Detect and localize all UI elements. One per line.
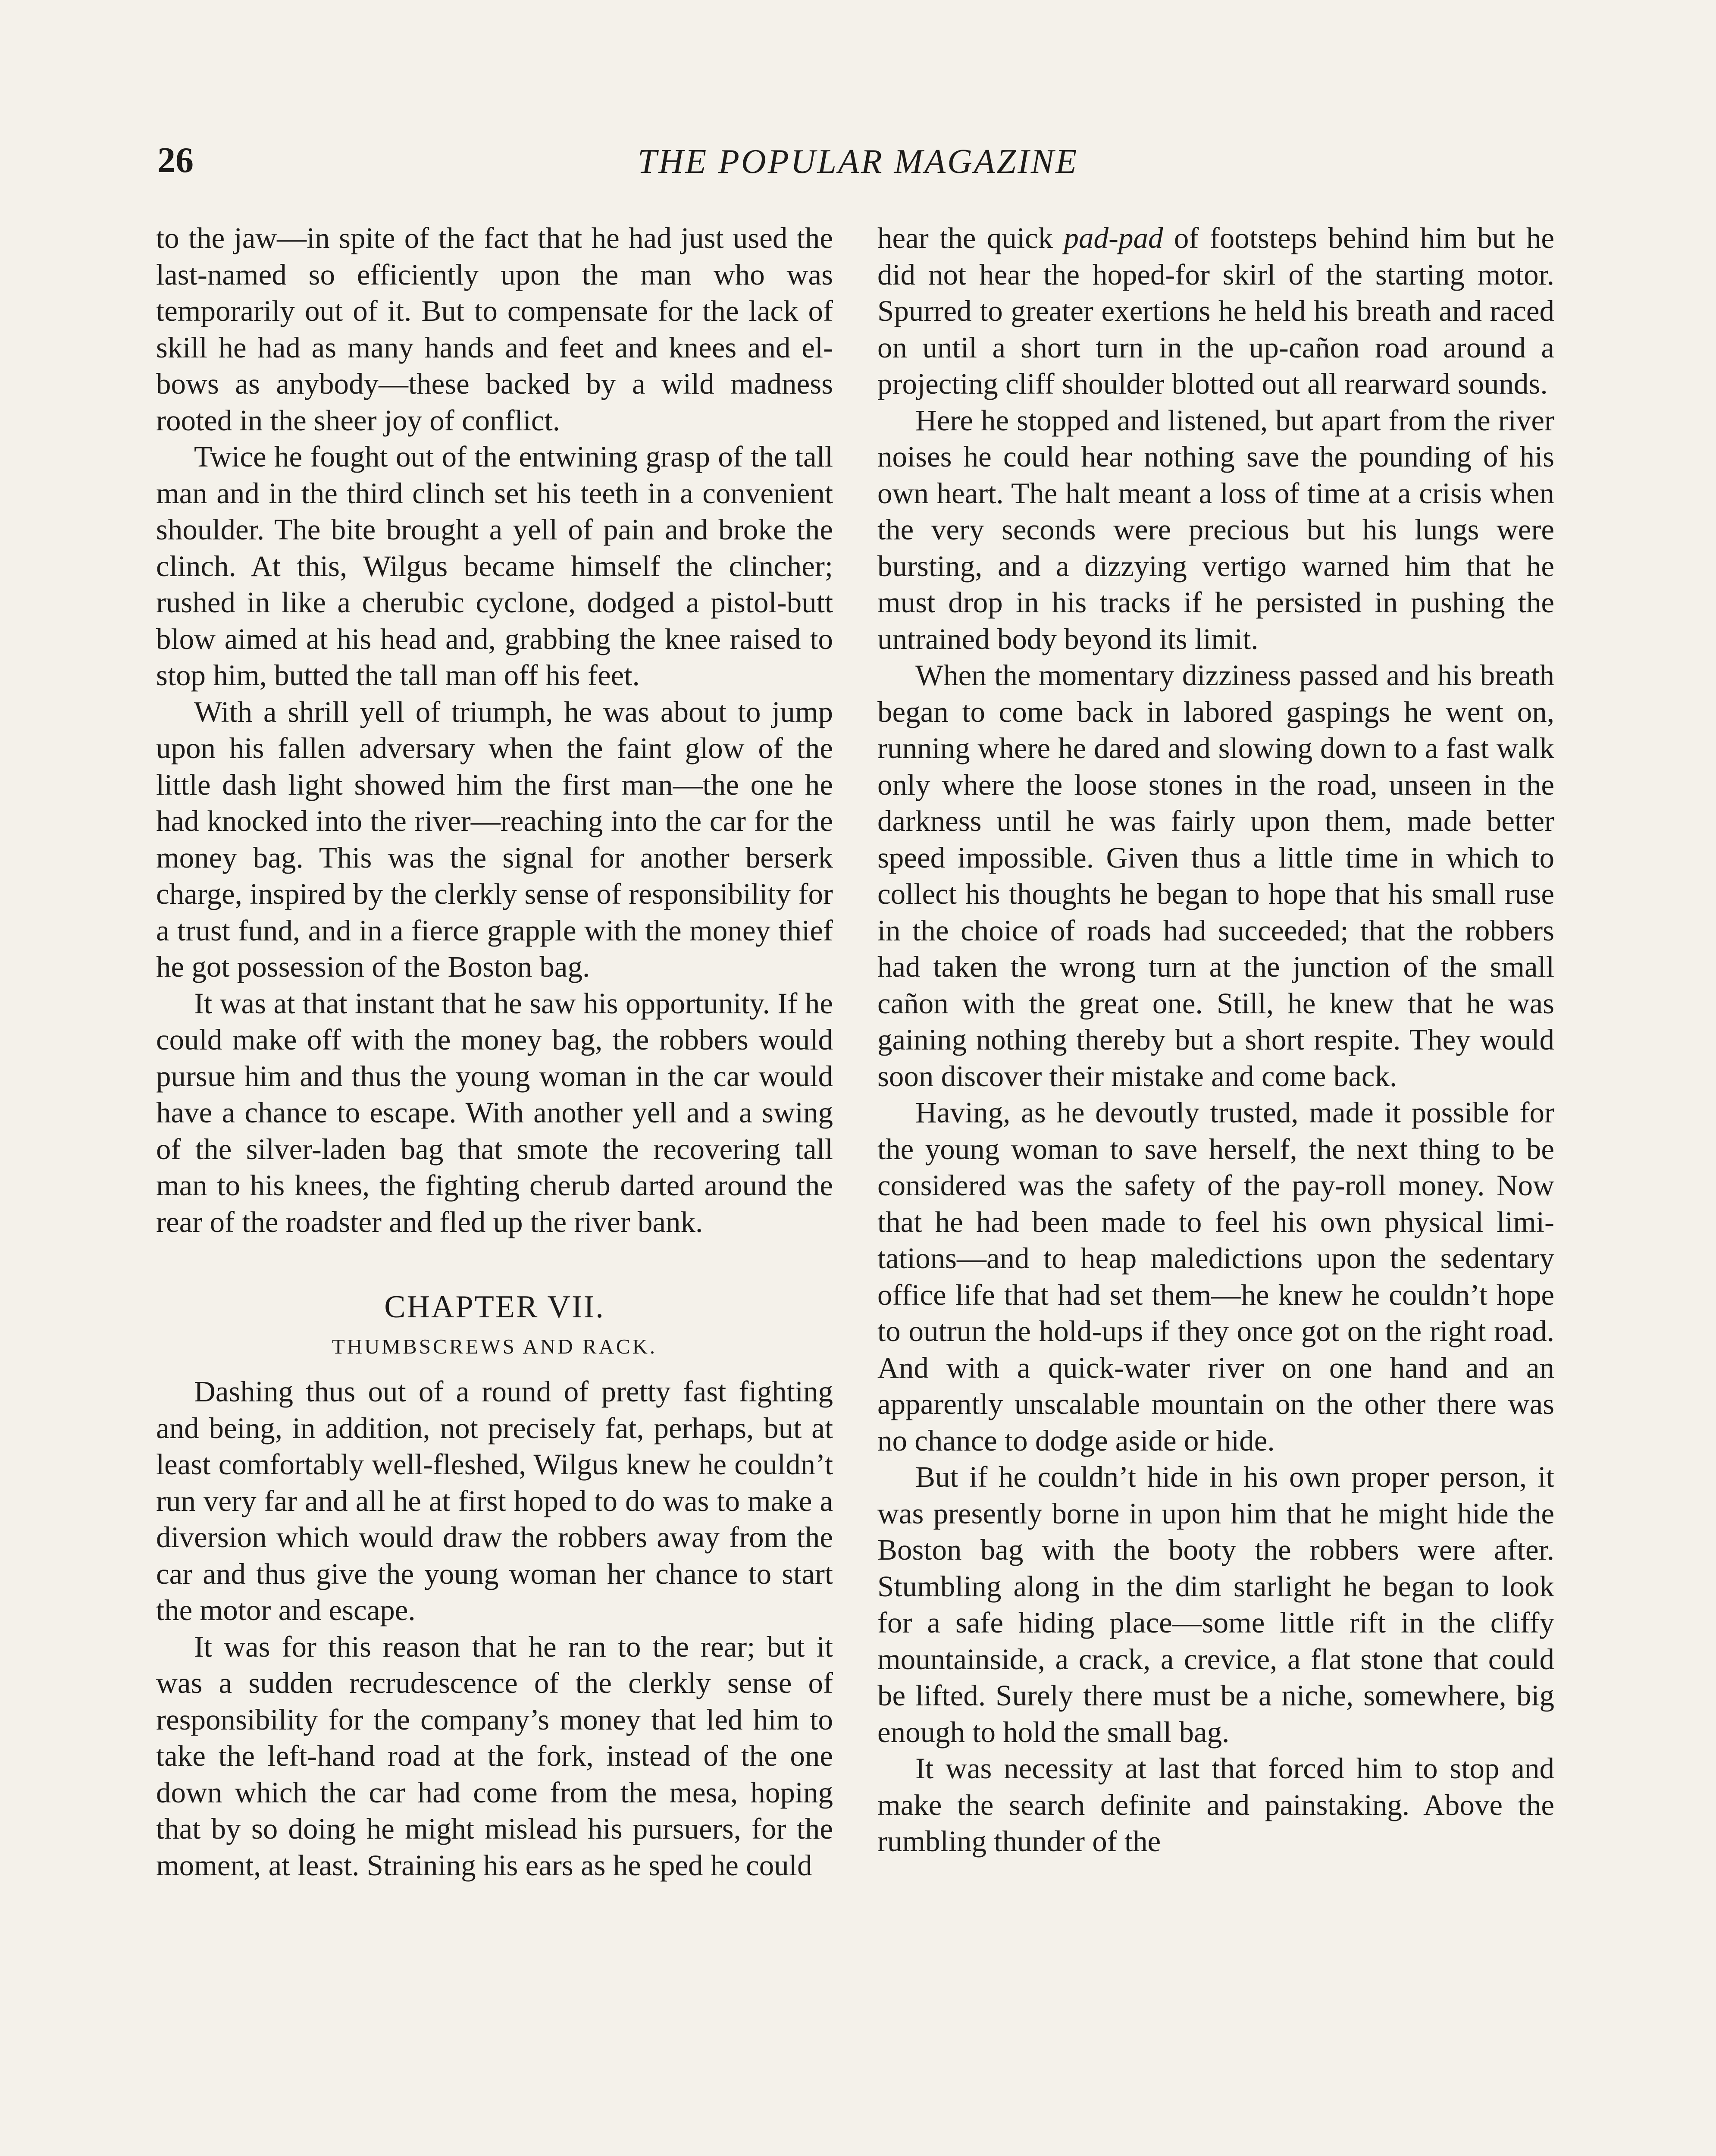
paragraph: With a shrill yell of triumph, he was about to jump upon his fallen adversary when the faint glow of the little dash light showed him the first man—the one he had knocked into the river—reaching into the car for the money bag. This was the signal for another berserk charge, inspired by the clerkly sense of responsibility for a trust fund, and in a fierce grapple with the money thief he got possession of the Boston bag. [156, 695, 833, 983]
paragraph: It was at that instant that he saw his opportunity. If he could make off with the money bag, the robbers would pursue him and thus the young woman in the car would have a chance to escape. With another yell and a swing of the silver-laden bag that smote the recovering tall man to his knees, the fighting cherub darted around the rear of the roadster and fled up the river bank. [156, 987, 833, 1238]
paragraph: It was for this reason that he ran to the rear; but it was a sudden recrudescence of the clerkly sense of responsibility for the company’s money that led him to take the left-hand road at the fork, instead of the one down which the car had come from the mesa, hoping that by so doing he might mislead his pursuers, for the moment, at least. Straining his ears as he sped he could [156, 1630, 833, 1882]
italic-text: pad-pad [1064, 222, 1163, 254]
paragraph: Here he stopped and listened, but apart from the river noises he could hear nothing save the pounding of his own heart. The halt meant a loss of time at a crisis when the very seconds were precious but his lungs were bursting, and a dizzying vertigo warned him that he must drop in his tracks if he persisted in pushing the untrained body beyond its limit. [877, 404, 1554, 655]
paragraph: But if he couldn’t hide in his own proper person, it was presently borne in upon him that he might hide the Boston bag with the booty the robbers were after. Stumbling along in the dim starlight he began to look for a safe hiding place—some little rift in the cliffy mountainside, a crack, a crevice, a flat stone that could be lifted. Surely there must be a niche, somewhere, big enough to hold the small bag. [877, 1460, 1554, 1749]
running-head: THE POPULAR MAGAZINE [637, 143, 1079, 181]
paragraph: Having, as he devoutly trusted, made it possible for the young woman to save herself, the next thing to be considered was the safety of the pay-roll money. Now that he had been made to feel his own physical limitations—and to heap maledictions upon the sedentary office life that had set them—he knew he couldn’t hope to outrun the hold-ups if they once got on the right road. And with a quick-water river on one hand and an apparently unscalable mountain on the other there was no chance to dodge aside or hide. [877, 1096, 1554, 1457]
text-run: of footsteps behind him but he did not hear the hoped-for skirl of the starting motor. Spurred to greater exertions he held his breath and raced on until a short turn in the up-cañon road around a projecting cliff shoulder blotted out all rearward sounds. [877, 222, 1554, 400]
paragraph [877, 220, 1554, 402]
paragraph: It was necessity at last that forced him to stop and make the search definite and painstaking. Above the rumbling thunder of the [877, 1752, 1554, 1858]
paragraph: Dashing thus out of a round of pretty fast fighting and being, in addition, not precisely fat, perhaps, but at least comfortably well-fleshed, Wilgus knew he couldn’t run very far and all he at first hoped to do was to make a diversion which would draw the robbers away from the car and thus give the young woman her chance to start the motor and escape. [156, 1375, 833, 1627]
paragraph: When the momentary dizziness passed and his breath began to come back in labored gaspings he went on, running where he dared and slowing down to a fast walk only where the loose stones in the road, unseen in the darkness until he was fairly upon them, made better speed impossible. Given thus a little time in which to collect his thoughts he began to hope that his small ruse in the choice of roads had succeeded; that the robbers had taken the wrong turn at the junction of the small cañon with the great one. Still, he knew that he was gaining nothing thereby but a short respite. They would soon discover their mistake and come back. [877, 659, 1554, 1093]
left-column [156, 220, 833, 1883]
text-run: hear the quick [877, 222, 1064, 254]
paragraph: to the jaw—in spite of the fact that he had just used the last-named so efficiently upon the man who was temporarily out of it. But to compensate for the lack of skill he had as many hands and feet and knees and elbows as anybody—these backed by a wild madness rooted in the sheer joy of conflict. [156, 222, 833, 437]
chapter-title: CHAPTER VII. [384, 1289, 605, 1325]
page-number: 26 [157, 140, 194, 180]
chapter-subtitle: THUMBSCREWS AND RACK. [332, 1335, 658, 1359]
right-column [877, 220, 1554, 1860]
paragraph: Twice he fought out of the entwining grasp of the tall man and in the third clinch set his teeth in a convenient shoulder. The bite brought a yell of pain and broke the clinch. At this, Wilgus became himself the clincher; rushed in like a cherubic cyclone, dodged a pistol-butt blow aimed at his head and, grabbing the knee raised to stop him, butted the tall man off his feet. [156, 440, 833, 692]
